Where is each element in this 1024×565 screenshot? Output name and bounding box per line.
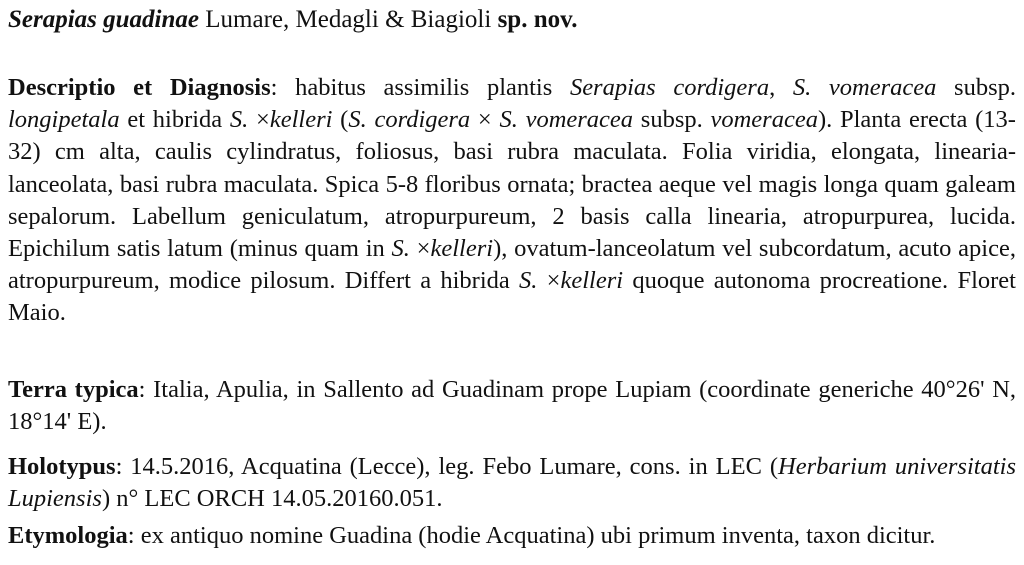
description-text: , [769,74,793,101]
taxon-name: S. [519,267,538,295]
hybrid-sign: × [248,106,270,134]
holotypus-text: : 14.5.2016, Acquatina (Lecce), leg. Febo Lumare, cons. in LEC ( [115,453,779,480]
taxon-name: vomeracea [710,106,818,134]
description-text: ), ovatum-lanceolatum vel subcordatum, acuto apice, atropurpureum, modice pilosum. Differt a hibrida [8,235,1016,295]
description-paragraph [8,72,1016,330]
terra-typica-text: : Italia, Apulia, in Sallento ad Guadinam prope Lupiam (coordinate generiche 40°26' N, 18°14' E). [8,376,1017,436]
taxon-name: kelleri [560,267,624,295]
taxon-name: S. vomeracea [499,106,634,134]
description-text: : habitus assimilis plantis [270,74,570,101]
species-heading [8,2,578,38]
description-label: Descriptio et Diagnosis [8,74,271,101]
description-text: subsp. [633,106,711,134]
taxon-name: Serapias cordigera [569,74,770,101]
species-authors: Lumare, Medagli & Biagioli [199,6,498,33]
etymologia-label: Etymologia [8,522,128,549]
description-text: quoque autonoma procreatione. Floret Maio. [8,267,1016,327]
taxon-name: S. vomeracea [792,74,937,101]
description-text: et hibrida [119,106,230,134]
description-text: ). Planta erecta (13-32) cm alta, caulis cylindratus, foliosus, basi rubra maculata. Folia viridia, elongata, linearia-lanceolata, basi rubra maculata. Spica 5-8 floribus ornata; bractea aeque vel magis longa quam galeam sepalorum. Labellum geniculatum, atropurpureum, 2 basis calla linearia, atropurpurea, lucida. Epichilum satis latum (minus quam in [8,106,1016,263]
taxon-name: S. [229,106,249,134]
holotypus-text: ) n° LEC ORCH 14.05.20160.051. [101,485,443,513]
herbarium-name: Herbarium universitatis Lupiensis [8,453,1016,513]
terra-typica-paragraph [8,374,1016,438]
species-name: Serapias guadinae [8,6,200,33]
hybrid-sign: × [409,235,431,263]
taxon-name: S. [391,235,410,263]
hybrid-sign: × [537,267,561,295]
hybrid-sign: × [470,106,500,134]
terra-typica-label: Terra typica [8,376,139,403]
description-text: subsp. [936,74,1016,101]
taxon-name: kelleri [430,235,494,263]
etymologia-paragraph [8,520,1016,552]
taxon-name: longipetala [8,106,120,134]
taxon-name: kelleri [269,106,333,134]
holotypus-paragraph [8,451,1016,515]
holotypus-label: Holotypus [8,453,116,480]
description-text: ( [332,106,349,134]
taxon-name: S. cordigera [348,106,471,134]
species-status: sp. nov. [497,6,578,33]
etymologia-text: : ex antiquo nomine Guadina (hodie Acquatina) ubi primum inventa, taxon dicitur. [127,522,936,549]
